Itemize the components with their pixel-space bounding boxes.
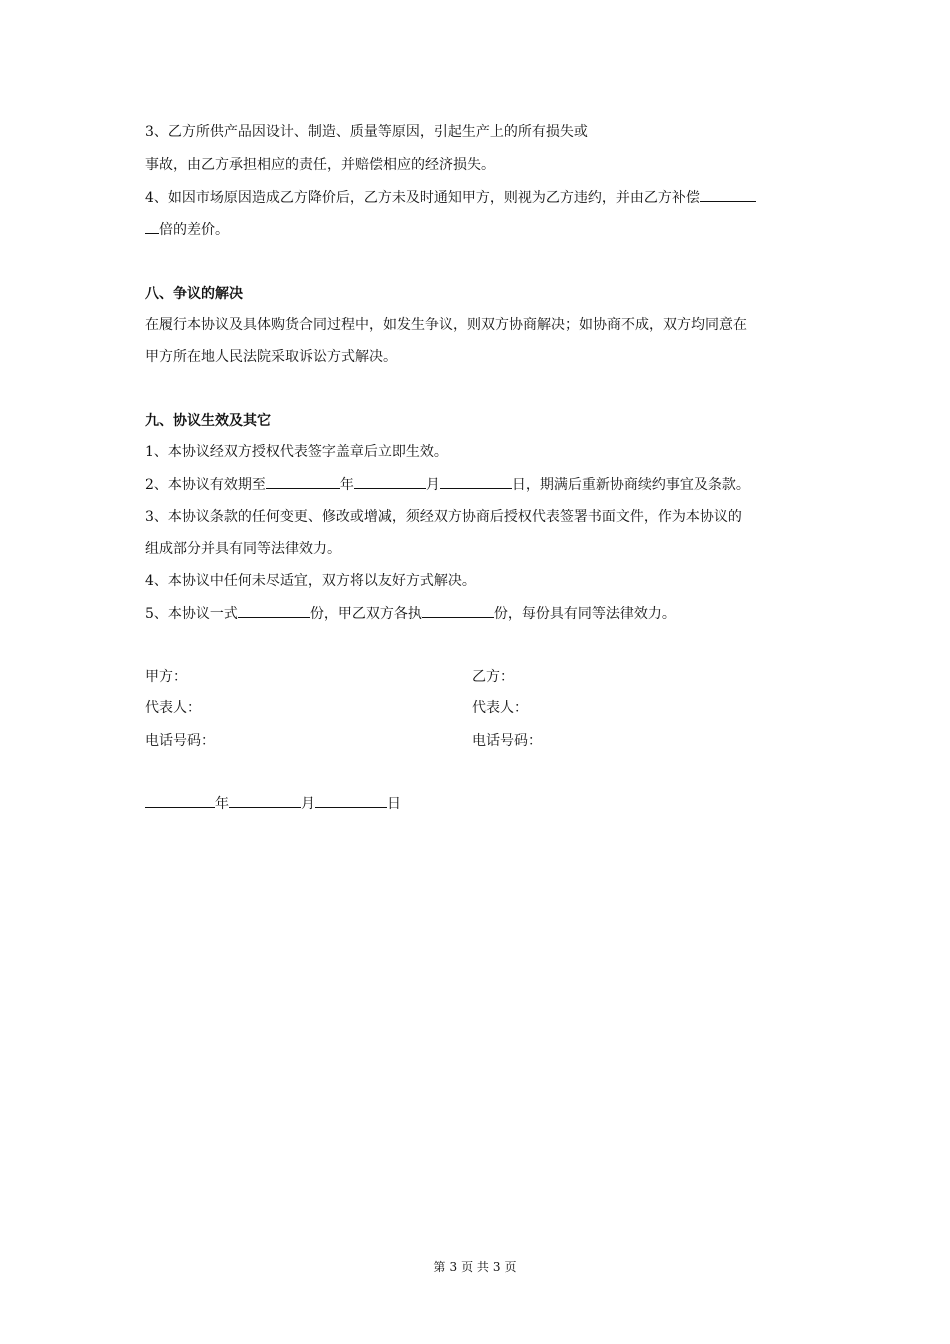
date-day-label: 日 xyxy=(387,796,401,812)
section-9-heading: 九、协议生效及其它 xyxy=(145,413,271,429)
party-a-label: 甲方： xyxy=(145,669,187,685)
date-month-label: 月 xyxy=(301,796,315,812)
section-8-heading: 八、争议的解决 xyxy=(145,286,243,302)
section-8-line2: 甲方所在地人民法院采取诉讼方式解决。 xyxy=(145,349,397,365)
clause-7-3-line1: 3、乙方所供产品因设计、制造、质量等原因，引起生产上的所有损失或 xyxy=(145,124,588,140)
day-text: 日，期满后重新协商续约事宜及条款。 xyxy=(511,477,750,493)
clause-9-3-line2: 组成部分并具有同等法律效力。 xyxy=(145,541,341,557)
clause-7-3-line2: 事故，由乙方承担相应的责任，并赔偿相应的经济损失。 xyxy=(145,157,495,173)
blank-line xyxy=(229,793,301,808)
clause-7-4-text: 4、如因市场原因造成乙方降价后，乙方未及时通知甲方，则视为乙方违约，并由乙方补偿 xyxy=(145,190,700,206)
clause-9-2-text: 2、本协议有效期至 xyxy=(145,477,266,493)
page-footer xyxy=(0,1259,950,1275)
blank-line xyxy=(238,603,310,618)
footer-suffix: 页 xyxy=(504,1260,517,1274)
total-page-number: 3 xyxy=(492,1260,501,1274)
party-b-label: 乙方： xyxy=(472,669,514,685)
clause-9-5 xyxy=(145,603,810,624)
clause-9-2 xyxy=(145,474,810,495)
month-label: 月 xyxy=(425,477,440,493)
clause-7-4-line1 xyxy=(145,187,810,208)
blank-line xyxy=(145,219,159,234)
blank-line xyxy=(145,793,215,808)
party-a-representative: 代表人： xyxy=(145,700,201,716)
blank-line xyxy=(315,793,387,808)
party-a-phone: 电话号码： xyxy=(145,733,215,749)
current-page-number: 3 xyxy=(449,1260,458,1274)
clause-9-1: 1、本协议经双方授权代表签字盖章后立即生效。 xyxy=(145,444,448,460)
clause-9-3-line1: 3、本协议条款的任何变更、修改或增减，须经双方协商后授权代表签署书面文件，作为本协议的 xyxy=(145,509,742,525)
year-label: 年 xyxy=(339,477,354,493)
footer-prefix: 第 xyxy=(433,1260,446,1274)
blank-line xyxy=(422,603,494,618)
clause-9-5-text-b: 份，甲乙双方各执 xyxy=(309,606,422,622)
date-year-label: 年 xyxy=(215,796,229,812)
section-8-line1: 在履行本协议及具体购货合同过程中，如发生争议，则双方协商解决；如协商不成，双方均同意在 xyxy=(145,317,747,333)
footer-mid: 页 共 xyxy=(461,1260,489,1274)
clause-9-4: 4、本协议中任何未尽适宜，双方将以友好方式解决。 xyxy=(145,573,476,589)
clause-9-5-text-a: 5、本协议一式 xyxy=(145,606,238,622)
clause-7-4-line2 xyxy=(145,219,810,240)
blank-line xyxy=(440,474,512,489)
party-b-phone: 电话号码： xyxy=(472,733,542,749)
clause-7-4-text-end: 倍的差价。 xyxy=(159,222,229,238)
signature-date xyxy=(145,793,401,814)
blank-line xyxy=(266,474,340,489)
blank-line xyxy=(700,187,756,202)
blank-line xyxy=(354,474,426,489)
party-b-representative: 代表人： xyxy=(472,700,528,716)
clause-9-5-text-c: 份，每份具有同等法律效力。 xyxy=(493,606,676,622)
